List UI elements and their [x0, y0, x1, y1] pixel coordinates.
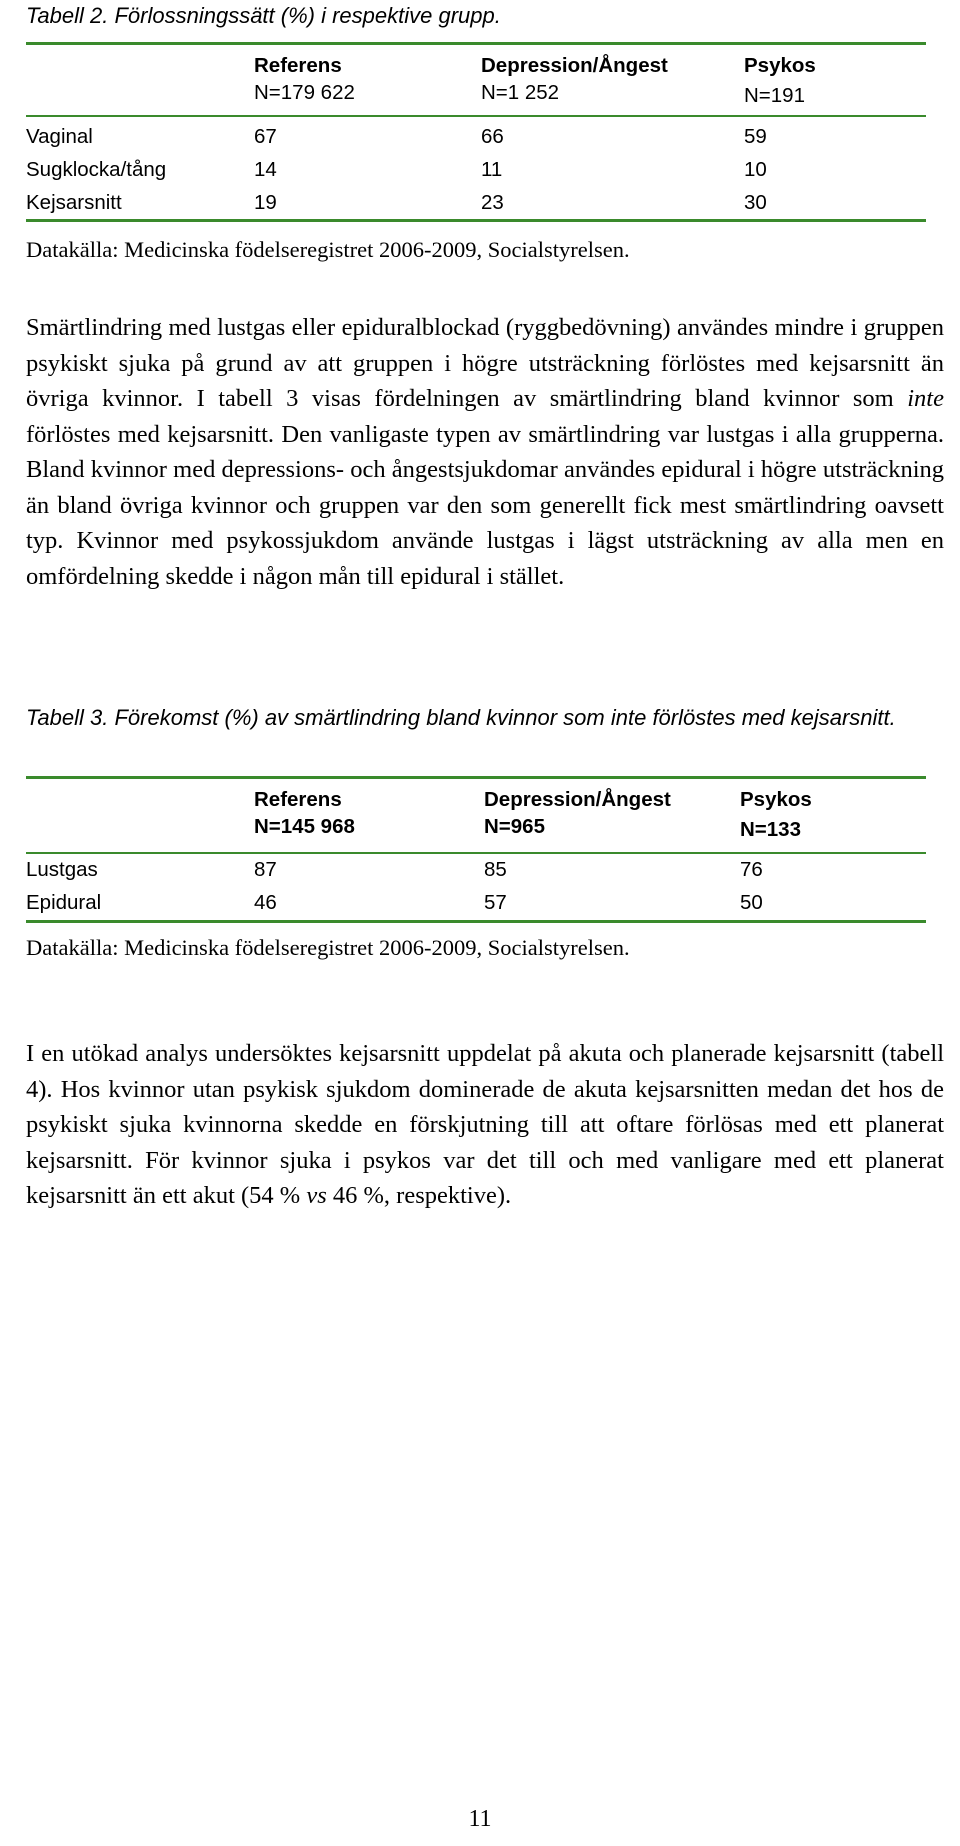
table-cell: 11: [481, 158, 503, 181]
paragraph-text: I en utökad analys undersöktes kejsarsnitt uppdelat på akuta och planerade kejsarsnitt (tabell 4). Hos kvinnor utan psykisk sjukdom dominerade de akuta kejsarsnitten medan det hos de psykiskt sjuka kvinnorna skedde en förskjutning till att oftare förlösas med ett planerat kejsarsnitt. För kvinnor sjuka i psykos var det till och med vanligare med ett planerat kejsarsnitt än ett akut (54 %: [26, 1040, 944, 1209]
row-label: Lustgas: [26, 858, 98, 881]
table2-col-name: Depression/Ångest: [481, 54, 668, 77]
table2-header-depression: [481, 52, 668, 106]
table-cell: 19: [254, 191, 277, 214]
table2-col-n: N=179 622: [254, 81, 355, 104]
table-cell: 46: [254, 891, 277, 914]
row-label: Epidural: [26, 891, 102, 914]
row-label: Kejsarsnitt: [26, 191, 122, 214]
table3-col-n: N=965: [484, 815, 545, 838]
table3-col-name: Psykos: [740, 788, 812, 811]
paragraph-emphasis: vs: [306, 1182, 327, 1209]
table-cell: 66: [481, 125, 504, 148]
table-cell: 30: [744, 191, 767, 214]
table3-header-referens: [254, 786, 355, 840]
table2-col-name: Referens: [254, 54, 342, 77]
table3: [26, 776, 926, 924]
table2-col-n: N=1 252: [481, 81, 560, 104]
table3-header-depression: [484, 786, 671, 840]
table3-bottom-rule: [26, 920, 926, 923]
paragraph-emphasis: inte: [907, 385, 944, 412]
table2-col-n: N=191: [744, 84, 805, 107]
table-cell: 85: [484, 858, 507, 881]
table-cell: 67: [254, 125, 277, 148]
table-cell: 10: [744, 158, 767, 181]
table-cell: 57: [484, 891, 507, 914]
table3-source: Datakälla: Medicinska födelseregistret 2006-2009, Socialstyrelsen.: [26, 935, 630, 960]
paragraph-text: förlöstes med kejsarsnitt. Den vanligaste typen av smärtlindring var lustgas i alla grupperna. Bland kvinnor med depressions- och ångestsjukdomar användes epidural i högre utsträckning än bland övriga kvinnor och gruppen var den som generellt fick mest smärtlindring oavsett typ. Kvinnor med psykossjukdom använde lustgas i lägst utsträckning av alla men en omfördelning skedde i någon mån till epidural i stället.: [26, 420, 944, 590]
table3-col-name: Depression/Ångest: [484, 788, 671, 811]
table-cell: 50: [740, 891, 763, 914]
table2-top-rule: [26, 42, 926, 45]
table-cell: 59: [744, 125, 767, 148]
body-paragraph: [26, 310, 944, 594]
table3-header-psykos: [740, 786, 812, 843]
table3-header-rule: [26, 852, 926, 854]
row-label: Vaginal: [26, 125, 93, 148]
table2-bottom-rule: [26, 219, 926, 222]
table2-header-psykos: [744, 52, 816, 109]
table2-source: Datakälla: Medicinska födelseregistret 2006-2009, Socialstyrelsen.: [26, 237, 630, 262]
body-paragraph: [26, 1036, 944, 1214]
table2-header-referens: [254, 52, 355, 106]
table2-col-name: Psykos: [744, 54, 816, 77]
table3-caption: Tabell 3. Förekomst (%) av smärtlindring bland kvinnor som inte förlöstes med kejsarsnitt.: [26, 705, 896, 730]
table-cell: 76: [740, 858, 763, 881]
table3-col-n: N=145 968: [254, 815, 355, 838]
page-number: 11: [468, 1806, 492, 1832]
table3-top-rule: [26, 776, 926, 779]
table-cell: 23: [481, 191, 504, 214]
row-label: Sugklocka/tång: [26, 158, 167, 181]
table2-header-rule: [26, 115, 926, 117]
table2: [26, 42, 926, 222]
table3-col-name: Referens: [254, 788, 342, 811]
paragraph-text: 46 %, respektive).: [326, 1182, 512, 1209]
table-cell: 87: [254, 858, 277, 881]
table3-col-n: N=133: [740, 818, 801, 841]
paragraph-text: Smärtlindring med lustgas eller epiduralblockad (ryggbedövning) användes mindre i gruppen psykiskt sjuka på grund av att gruppen i högre utsträckning förlöstes med kejsarsnitt än övriga kvinnor. I tabell 3 visas fördelningen av smärtlindring bland kvinnor som: [26, 314, 944, 412]
table-cell: 14: [254, 158, 277, 181]
table2-caption: Tabell 2. Förlossningssätt (%) i respektive grupp.: [26, 3, 501, 28]
